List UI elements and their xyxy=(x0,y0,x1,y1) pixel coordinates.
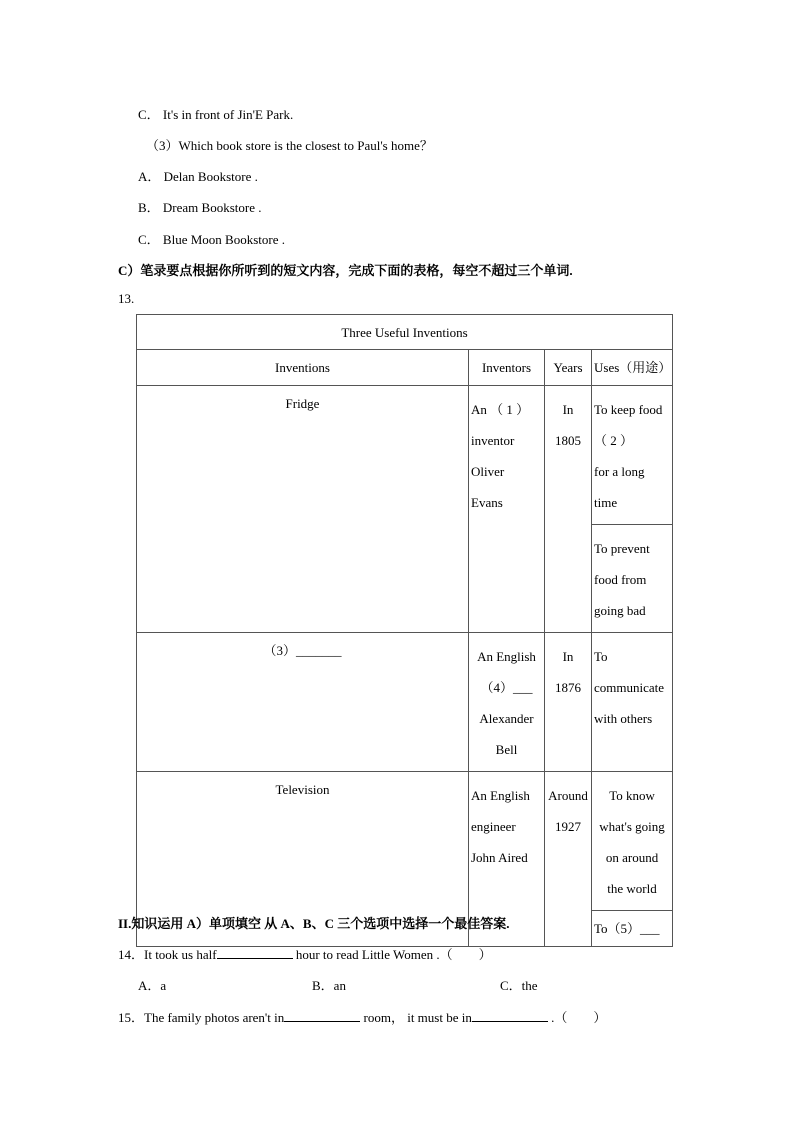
header-inventors: Inventors xyxy=(469,350,545,386)
use-line: for a long xyxy=(594,464,645,479)
use-line: on around xyxy=(605,850,659,865)
inventor-line: Evans xyxy=(471,495,503,510)
year-line: 1927 xyxy=(555,819,581,834)
header-years: Years xyxy=(545,350,592,386)
use-line: food from xyxy=(594,572,647,587)
use-line: going bad xyxy=(594,603,646,618)
inventor-line: John Aired xyxy=(471,850,528,865)
use-line: To keep food xyxy=(594,402,663,417)
q14-option-a: A．a xyxy=(138,978,167,993)
use-cell xyxy=(592,386,673,525)
year-cell xyxy=(545,633,592,772)
use-line: （ 2 ） xyxy=(594,433,634,448)
q12-sub3-question: （3）Which book store is the closest to Paul's home？ xyxy=(146,138,433,153)
use-cell xyxy=(592,633,673,772)
invention-television: Television xyxy=(137,772,469,947)
inventor-line: An English xyxy=(477,649,536,664)
section-c-heading: C）笔录要点根据你所听到的短文内容，完成下面的表格，每空不超过三个单词. xyxy=(118,263,573,278)
inventor-cell xyxy=(469,633,545,772)
year-line: 1876 xyxy=(555,680,581,695)
q14-stem xyxy=(118,944,492,963)
q12-sub3-option-a: A． Delan Bookstore . xyxy=(138,169,258,184)
header-inventions: Inventions xyxy=(137,350,469,386)
q14-stem-start: 14．It took us half xyxy=(118,947,217,962)
use-line: the world xyxy=(607,881,657,896)
inventor-line: Alexander xyxy=(479,711,534,726)
year-cell xyxy=(545,386,592,633)
use-line: To xyxy=(594,649,608,664)
inventor-line: （4）___ xyxy=(480,680,533,695)
use-line: To know xyxy=(609,788,655,803)
q12-sub3-option-b: B． Dream Bookstore . xyxy=(138,200,262,215)
use-line: communicate xyxy=(594,680,665,695)
q15-stem-middle: room， it must be in xyxy=(363,1010,472,1025)
q12-sub3-option-c: C． Blue Moon Bookstore . xyxy=(138,232,285,247)
year-line: In xyxy=(562,649,574,664)
year-line: In xyxy=(562,402,574,417)
inventor-cell xyxy=(469,386,545,633)
q15-answer-blank-1 xyxy=(284,1009,360,1022)
inventor-line: Oliver xyxy=(471,464,505,479)
use-line: what's going xyxy=(599,819,665,834)
section-ii-heading: II.知识运用 A）单项填空 从 A、B、C 三个选项中选择一个最佳答案. xyxy=(118,916,510,931)
inventions-table xyxy=(136,314,673,947)
use-line: To（5）___ xyxy=(594,921,660,936)
use-line: time xyxy=(594,495,618,510)
inventor-line: inventor xyxy=(471,433,515,448)
year-line: Around xyxy=(548,788,588,803)
q15-stem-end: .（ ） xyxy=(551,1010,607,1025)
inventor-line: Bell xyxy=(495,742,518,757)
inventor-line: engineer xyxy=(471,819,516,834)
use-cell xyxy=(592,911,673,947)
use-cell xyxy=(592,772,673,911)
inventor-line: An English xyxy=(471,788,530,803)
table-title: Three Useful Inventions xyxy=(137,315,673,350)
use-line: To prevent xyxy=(594,541,650,556)
year-line: 1805 xyxy=(555,433,581,448)
year-cell xyxy=(545,772,592,947)
q15-stem-start: 15．The family photos aren't in xyxy=(118,1010,285,1025)
q15-stem xyxy=(118,1007,606,1026)
use-cell xyxy=(592,525,673,633)
use-line: with others xyxy=(594,711,653,726)
q14-answer-blank xyxy=(217,946,293,959)
invention-blank-3: （3）_______ xyxy=(137,633,469,772)
q15-answer-blank-2 xyxy=(472,1009,548,1022)
header-uses: Uses（用途） xyxy=(592,350,673,386)
q14-option-b: B．an xyxy=(312,978,346,993)
q13-number: 13. xyxy=(118,291,135,306)
inventor-line: An （ 1 ） xyxy=(471,402,530,417)
invention-fridge: Fridge xyxy=(137,386,469,633)
q12-option-c: C． It's in front of Jin'E Park. xyxy=(138,107,294,122)
q14-stem-end: hour to read Little Women .（ ） xyxy=(295,947,492,962)
q14-option-c: C．the xyxy=(500,978,538,993)
